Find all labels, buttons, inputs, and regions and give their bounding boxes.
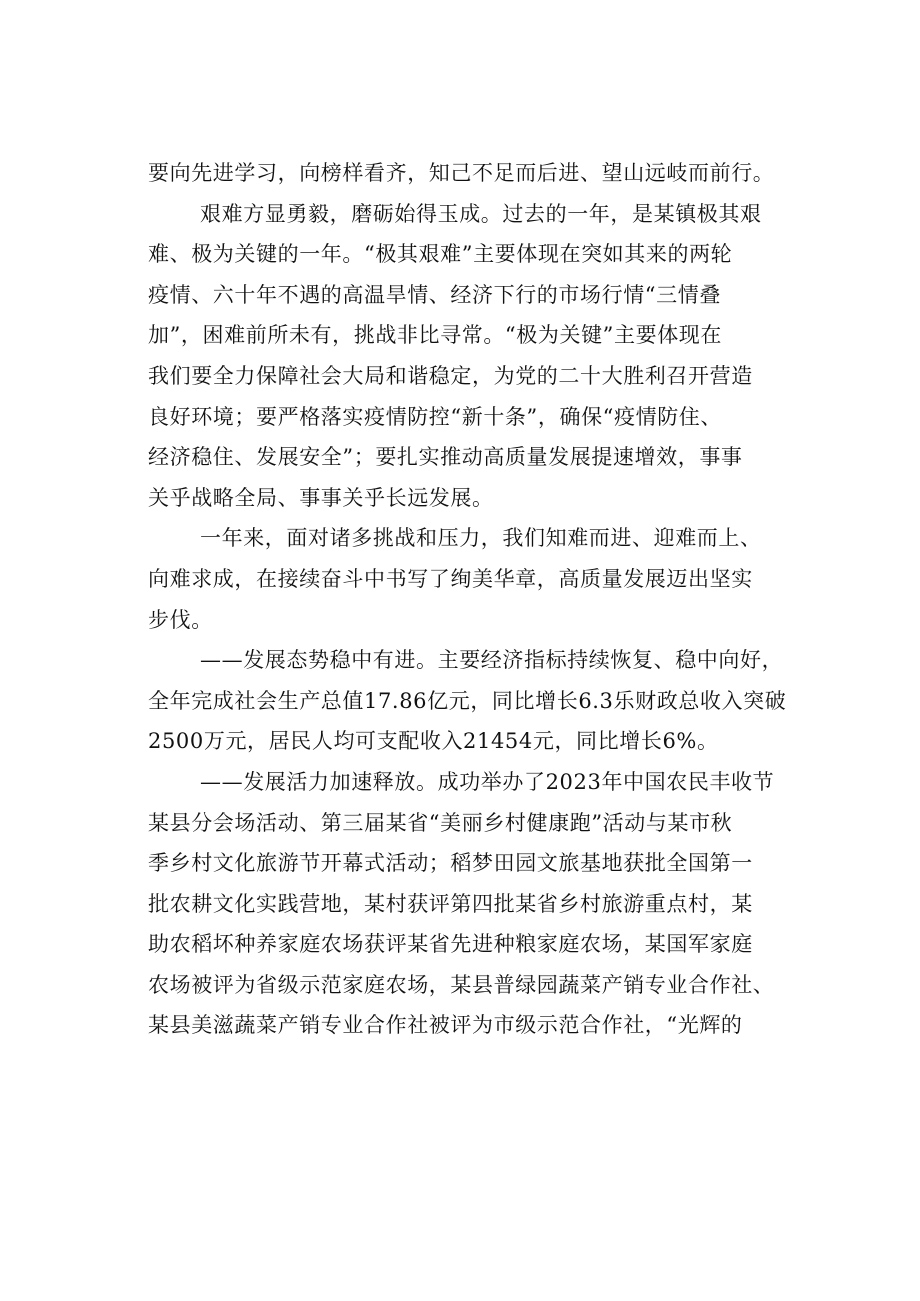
paragraph-first-line: 一年来，面对诸多挑战和压力，我们知难而进、迎难而上、	[200, 526, 762, 551]
text-line: 步伐。	[148, 607, 213, 632]
text-line: 某县美滋蔬菜产销专业合作社被评为市级示范合作社，“光辉的	[148, 1013, 743, 1038]
text-line: 某县分会场活动、第三届某省“美丽乡村健康跑”活动与某市秋	[148, 810, 733, 835]
text-line: 关乎战略全局、事事关乎长远发展。	[148, 485, 494, 510]
text-line: 经济稳住、发展安全”；要扎实推动高质量发展提速增效，事事	[148, 445, 743, 470]
document-body	[148, 153, 808, 1046]
text-line: 2500万元，居民人均可支配收入21454元，同比增长6%。	[148, 729, 719, 754]
text-line: 我们要全力保障社会大局和谐稳定，为党的二十大胜利召开营造	[148, 363, 753, 388]
text-line: 要向先进学习，向榜样看齐，知己不足而后进、望山远岐而前行。	[148, 161, 775, 185]
paragraph-first-line: ——发展活力加速释放。成功举办了2023年中国农民丰收节	[200, 769, 775, 794]
text-line: 批农耕文化实践营地，某村获评第四批某省乡村旅游重点村，某	[148, 891, 753, 916]
text-line: 助农稻坏种养家庭农场获评某省先进种粮家庭农场，某国军家庭	[148, 932, 753, 957]
text-line: 全年完成社会生产总值17.86亿元，同比增长6.3乐财政总收入突破	[148, 688, 787, 713]
text-line: 向难求成，在接续奋斗中书写了绚美华章，高质量发展迈出坚实	[148, 566, 753, 591]
text-line: 农场被评为省级示范家庭农场，某县普绿园蔬菜产销专业合作社、	[148, 972, 775, 997]
text-line: 季乡村文化旅游节开幕式活动；稻梦田园文旅基地获批全国第一	[148, 851, 753, 876]
paragraph-first-line: ——发展态势稳中有进。主要经济指标持续恢复、稳中向好，	[200, 648, 784, 673]
text-line: 加”，困难前所未有，挑战非比寻常。“极为关键”主要体现在	[148, 323, 723, 348]
paragraph-first-line: 艰难方显勇毅，磨砺始得玉成。过去的一年，是某镇极其艰	[200, 201, 762, 226]
text-line: 良好环境；要严格落实疫情防控“新十条”，确保“疫情防住、	[148, 404, 723, 429]
text-line: 疫情、六十年不遇的高温旱情、经济下行的市场行情“三情叠	[148, 282, 721, 307]
text-line: 难、极为关键的一年。“极其艰难”主要体现在突如其来的两轮	[148, 242, 733, 267]
